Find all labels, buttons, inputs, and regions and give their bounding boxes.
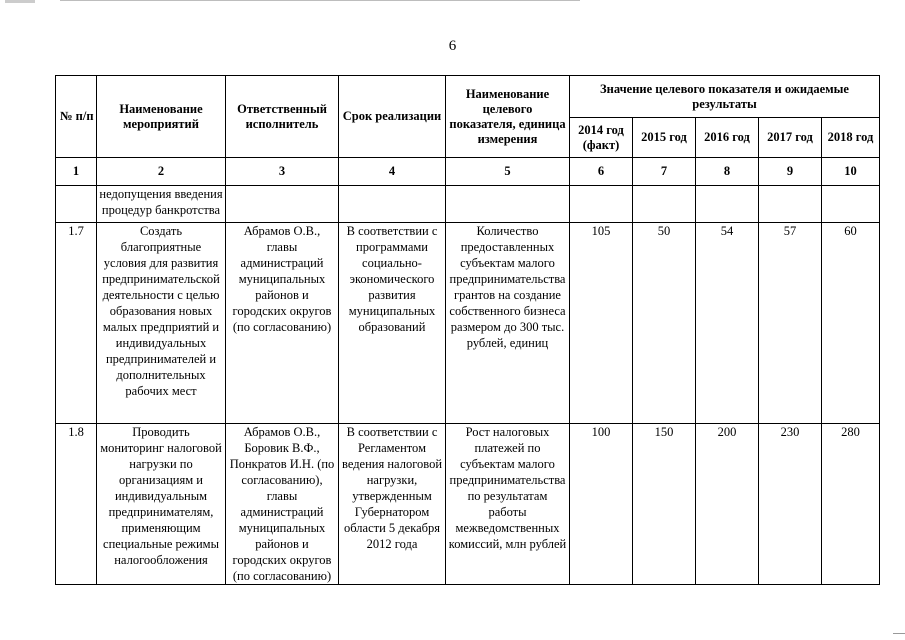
cell-value-2015: 50 bbox=[633, 223, 696, 424]
cell-value-2017: 57 bbox=[759, 223, 822, 424]
cell-value-2016: 54 bbox=[696, 223, 759, 424]
header-values-group: Значение целевого показателя и ожидаемые результаты bbox=[570, 76, 880, 118]
cell-empty bbox=[226, 186, 339, 223]
header-activity: Наименование мероприятий bbox=[97, 76, 226, 158]
col-index: 10 bbox=[822, 158, 880, 186]
cell-row-number: 1.7 bbox=[56, 223, 97, 424]
margin-mark bbox=[893, 633, 905, 634]
col-index: 9 bbox=[759, 158, 822, 186]
cell-term: В соответствии с Регламентом ведения налоговой нагрузки, утвержденным Губернатором области 5 декабря 2012 года bbox=[339, 424, 446, 585]
table-row bbox=[56, 424, 880, 585]
cell-executor: Абрамов О.В., Боровик В.Ф., Понкратов И.Н. (по согласованию), главы администраций муниципальных районов и городских округов (по согласованию) bbox=[226, 424, 339, 585]
column-index-row bbox=[56, 158, 880, 186]
col-index: 8 bbox=[696, 158, 759, 186]
cell-activity-continuation: недопущения введения процедур банкротства bbox=[97, 186, 226, 223]
header-num: № п/п bbox=[56, 76, 97, 158]
cell-empty bbox=[570, 186, 633, 223]
header-term: Срок реализации bbox=[339, 76, 446, 158]
table-row-continuation bbox=[56, 186, 880, 223]
header-year-2014: 2014 год (факт) bbox=[570, 118, 633, 158]
target-indicators-table bbox=[55, 75, 880, 585]
cell-empty bbox=[696, 186, 759, 223]
cell-row-number: 1.8 bbox=[56, 424, 97, 585]
cell-value-2018: 60 bbox=[822, 223, 880, 424]
cell-activity: Создать благоприятные условия для развития предпринимательской деятельности с целью образования новых малых предприятий и индивидуальных предпринимателей и дополнительных рабочих мест bbox=[97, 223, 226, 424]
col-index: 7 bbox=[633, 158, 696, 186]
header-indicator: Наименование целевого показателя, единица измерения bbox=[446, 76, 570, 158]
cell-indicator: Рост налоговых платежей по субъектам малого предпринимательства по результатам работы межведомственных комиссий, млн рублей bbox=[446, 424, 570, 585]
table-row bbox=[56, 223, 880, 424]
cell-value-2016: 200 bbox=[696, 424, 759, 585]
cell-value-2014: 105 bbox=[570, 223, 633, 424]
cell-empty bbox=[822, 186, 880, 223]
header-year-2018: 2018 год bbox=[822, 118, 880, 158]
cell-value-2017: 230 bbox=[759, 424, 822, 585]
page-number: 6 bbox=[448, 38, 457, 54]
header-year-2017: 2017 год bbox=[759, 118, 822, 158]
col-index: 5 bbox=[446, 158, 570, 186]
cell-empty bbox=[446, 186, 570, 223]
cell-empty bbox=[339, 186, 446, 223]
cell-empty bbox=[759, 186, 822, 223]
col-index: 3 bbox=[226, 158, 339, 186]
header-year-2016: 2016 год bbox=[696, 118, 759, 158]
col-index: 6 bbox=[570, 158, 633, 186]
header-year-2015: 2015 год bbox=[633, 118, 696, 158]
cell-term: В соответствии с программами социально-экономического развития муниципальных образований bbox=[339, 223, 446, 424]
cell-empty bbox=[56, 186, 97, 223]
header-executor: Ответственный исполнитель bbox=[226, 76, 339, 158]
col-index: 4 bbox=[339, 158, 446, 186]
scan-edge-mark bbox=[5, 0, 35, 3]
cell-activity: Проводить мониторинг налоговой нагрузки по организациям и индивидуальным предпринимателям, применяющим специальные режимы налогообложения bbox=[97, 424, 226, 585]
cell-value-2015: 150 bbox=[633, 424, 696, 585]
col-index: 1 bbox=[56, 158, 97, 186]
cell-executor: Абрамов О.В., главы администраций муниципальных районов и городских округов (по согласованию) bbox=[226, 223, 339, 424]
cell-value-2014: 100 bbox=[570, 424, 633, 585]
top-scan-rule bbox=[60, 0, 580, 1]
cell-value-2018: 280 bbox=[822, 424, 880, 585]
cell-empty bbox=[633, 186, 696, 223]
cell-indicator: Количество предоставленных субъектам малого предпринимательства грантов на создание собственного бизнеса размером до 300 тыс. рублей, единиц bbox=[446, 223, 570, 424]
header-row bbox=[56, 76, 880, 118]
col-index: 2 bbox=[97, 158, 226, 186]
